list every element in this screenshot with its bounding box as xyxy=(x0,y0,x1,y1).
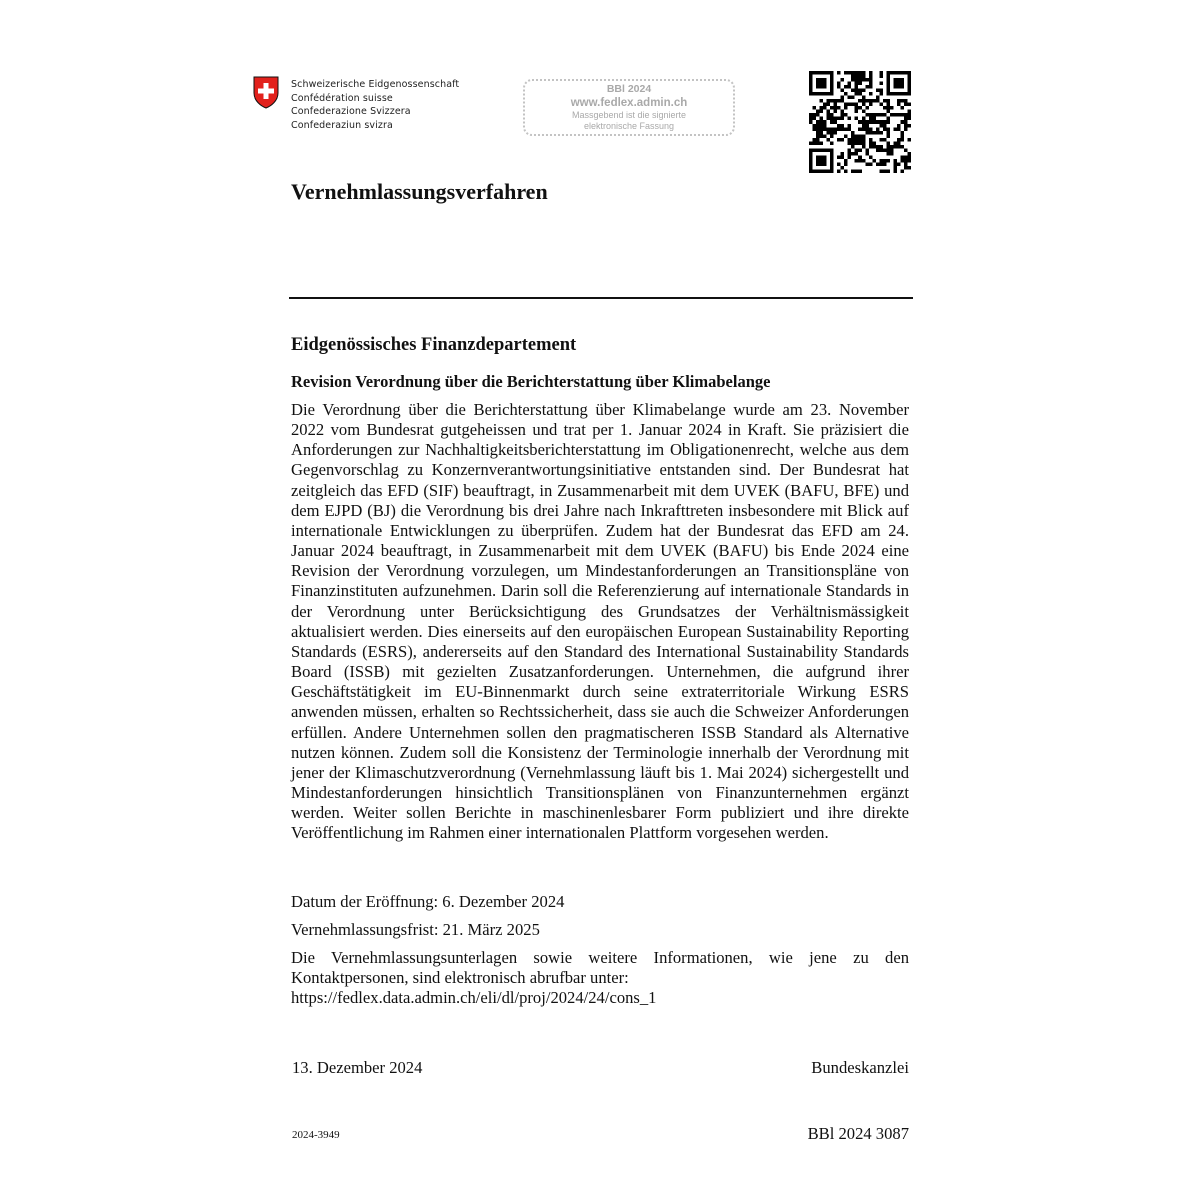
footer-date: 13. Dezember 2024 xyxy=(292,1058,423,1077)
stamp-url: www.fedlex.admin.ch xyxy=(570,97,688,109)
department-heading: Eidgenössisches Finanzdepartement xyxy=(291,335,577,355)
confederation-line-it: Confederazione Svizzera xyxy=(291,106,411,117)
footer-issuer: Bundeskanzlei xyxy=(811,1058,909,1077)
documents-info xyxy=(291,948,909,1009)
documents-info-line-2: Kontaktpersonen, sind elektronisch abrufbar unter: xyxy=(291,968,629,988)
stamp-note-2: elektronische Fassung xyxy=(583,121,675,131)
stamp-bbl: BBl 2024 xyxy=(606,83,652,95)
opening-date: Datum der Eröffnung: 6. Dezember 2024 xyxy=(291,892,565,911)
confederation-wordmark xyxy=(291,78,459,132)
stamp-note-1: Massgebend ist die signierte xyxy=(571,110,687,120)
document-title: Vernehmlassungsverfahren xyxy=(291,179,548,204)
documents-info-line-1: Die Vernehmlassungsunterlagen sowie weitere Informationen, wie jene zu den xyxy=(291,948,909,967)
swiss-cross-shield-icon xyxy=(253,76,279,109)
body-paragraph: Die Verordnung über die Berichterstattung über Klimabelange wurde am 23. November 2022 vom Bundesrat gutgeheissen und trat per 1. Januar 2024 in Kraft. Sie präzisiert die Anforderungen zur Nachhaltigkeitsberichterstattung im Obligationenrecht, welche aus dem Gegenvorschlag zu Konzernverantwortungsinitiative entstanden sind. Der Bundesrat hat zeitgleich das EFD (SIF) beauftragt, in Zusammenarbeit mit dem UVEK (BAFU, BFE) und dem EJPD (BJ) die Verordnung bis drei Jahre nach Inkrafttreten insbesondere mit Blick auf internationale Entwicklungen zu überprüfen. Zudem hat der Bundesrat das EFD am 24. Januar 2024 beauftragt, in Zusammenarbeit mit dem UVEK (BAFU) bis Ende 2024 eine Revision der Verordnung vorzulegen, um Mindestanforderungen an Transitionspläne von Finanzinstituten aufzunehmen. Darin soll die Referenzierung auf internationale Standards in der Verordnung unter Berücksichtigung des Grundsatzes der Verhältnismässigkeit aktualisiert werden. Dies einerseits auf den europäischen European Sustainability Reporting Standards (ESRS), andererseits auf den Standard des International Sustainability Standards Board (ISSB) mit gezielten Zusatzanforderungen. Unternehmen, die aufgrund ihrer Geschäftstätigkeit im EU-Binnenmarkt durch seine extraterritoriale Wirkung ESRS anwenden müssen, erhalten so Rechtssicherheit, dass sie auch die Schweizer Anforderungen erfüllen. Andere Unternehmen sollen den pragmatischeren ISSB Standard als Alternative nutzen können. Zudem soll die Konsistenz der Terminologie innerhalb der Verordnung mit jener der Klimaschutzverordnung (Vernehmlassung läuft bis 1. Mai 2024) sichergestellt und Mindestanforderungen hinsichtlich Transitionsplänen von Finanzunternehmen ergänzt werden. Weiter sollen Berichte in maschinenlesbarer Form publiziert und ihre direkte Veröffentlichung im Rahmen einer internationalen Plattform vorgesehen werden. xyxy=(291,400,909,843)
documents-link[interactable]: https://fedlex.data.admin.ch/eli/dl/proj/2024/24/cons_1 xyxy=(291,988,657,1008)
reference-number: 2024-3949 xyxy=(292,1129,340,1141)
confederation-line-fr: Confédération suisse xyxy=(291,92,393,104)
bbl-page-reference: BBl 2024 3087 xyxy=(807,1124,909,1143)
confederation-line-de: Schweizerische Eidgenossenschaft xyxy=(291,79,460,90)
authenticity-stamp xyxy=(523,79,735,136)
confederation-line-rm: Confederaziun svizra xyxy=(291,119,393,131)
consultation-deadline: Vernehmlassungsfrist: 21. März 2025 xyxy=(291,920,540,939)
subject-heading: Revision Verordnung über die Berichterstattung über Klimabelange xyxy=(291,372,771,391)
title-divider xyxy=(289,297,913,299)
qr-code-icon xyxy=(809,71,911,173)
